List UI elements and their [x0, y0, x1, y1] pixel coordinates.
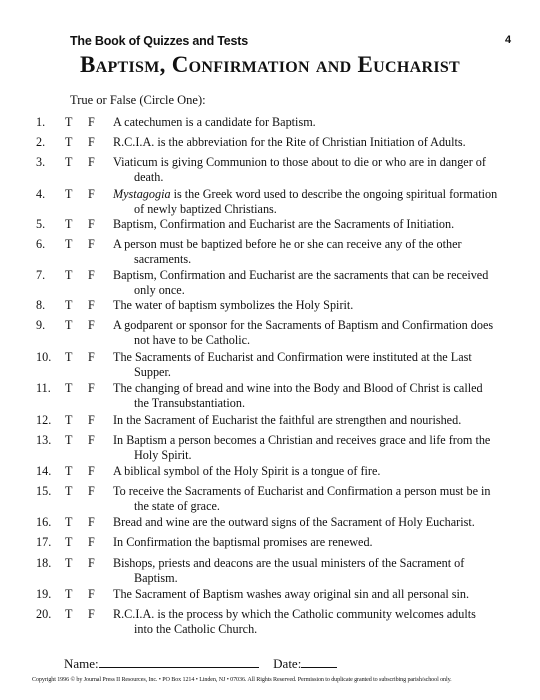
- question-number: 18.: [36, 556, 52, 570]
- question-body: A godparent or sponsor for the Sacraments of Baptism and Confirmation does: [113, 318, 494, 332]
- question-number: 14.: [36, 464, 52, 478]
- question-text-continued: into the Catholic Church.: [134, 622, 258, 636]
- true-option[interactable]: T: [65, 187, 73, 201]
- page-title: Baptism, Confirmation and Eucharist: [79, 52, 461, 77]
- question-text: [113, 607, 513, 623]
- question-number: 1.: [36, 115, 46, 129]
- question-number: 20.: [36, 607, 52, 621]
- question-number: 17.: [36, 535, 52, 549]
- true-option[interactable]: T: [65, 607, 73, 621]
- question-text: [113, 587, 513, 603]
- question-body: Bishops, priests and deacons are the usual ministers of the Sacrament of: [113, 556, 465, 570]
- question-body: Baptism, Confirmation and Eucharist are the Sacraments of Initiation.: [113, 217, 455, 231]
- true-option[interactable]: T: [65, 464, 73, 478]
- question-emphasis: Mystagogia: [113, 187, 171, 201]
- question-body: A person must be baptized before he or she can receive any of the other: [113, 237, 462, 251]
- date-line[interactable]: [301, 656, 337, 668]
- true-option[interactable]: T: [65, 556, 73, 570]
- question-text: [113, 515, 513, 531]
- question-text: [113, 484, 513, 500]
- question-body: R.C.I.A. is the process by which the Catholic community welcomes adults: [113, 607, 476, 621]
- question-number: 4.: [36, 187, 46, 201]
- false-option[interactable]: F: [88, 155, 95, 169]
- question-body: R.C.I.A. is the abbreviation for the Rite of Christian Initiation of Adults.: [113, 135, 466, 149]
- copyright-notice: Copyright 1996 © by Journal Press II Resources, Inc. • PO Box 1214 • Linden, NJ • 07036. All Rights Reserved. Permission to duplicate granted to subscribing parish/school only.: [32, 677, 452, 683]
- question-text: [113, 413, 513, 429]
- instructions: True or False (Circle One):: [70, 93, 206, 107]
- false-option[interactable]: F: [88, 298, 95, 312]
- question-text: [113, 237, 513, 253]
- true-option[interactable]: T: [65, 350, 73, 364]
- question-number: 8.: [36, 298, 46, 312]
- question-body: A catechumen is a candidate for Baptism.: [113, 115, 316, 129]
- false-option[interactable]: F: [88, 556, 95, 570]
- false-option[interactable]: F: [88, 135, 95, 149]
- question-text-continued: Supper.: [134, 365, 171, 379]
- false-option[interactable]: F: [88, 413, 95, 427]
- question-text: [113, 318, 513, 334]
- signature-area: [64, 656, 337, 672]
- question-text-continued: only once.: [134, 283, 185, 297]
- question-number: 16.: [36, 515, 52, 529]
- true-option[interactable]: T: [65, 535, 73, 549]
- question-number: 7.: [36, 268, 46, 282]
- true-option[interactable]: T: [65, 484, 73, 498]
- false-option[interactable]: F: [88, 381, 95, 395]
- true-option[interactable]: T: [65, 587, 73, 601]
- false-option[interactable]: F: [88, 484, 95, 498]
- true-option[interactable]: T: [65, 381, 73, 395]
- true-option[interactable]: T: [65, 298, 73, 312]
- name-label: Name:: [64, 656, 99, 671]
- question-text: [113, 298, 513, 314]
- question-text: [113, 135, 513, 151]
- true-option[interactable]: T: [65, 135, 73, 149]
- question-text-continued: Holy Spirit.: [134, 448, 192, 462]
- true-option[interactable]: T: [65, 433, 73, 447]
- question-text: [113, 535, 513, 551]
- question-body: The changing of bread and wine into the Body and Blood of Christ is called: [113, 381, 483, 395]
- question-body: In the Sacrament of Eucharist the faithful are strengthen and nourished.: [113, 413, 462, 427]
- question-body: Baptism, Confirmation and Eucharist are the sacraments that can be received: [113, 268, 489, 282]
- question-text: [113, 433, 513, 449]
- question-text: [113, 464, 513, 480]
- question-text: [113, 556, 513, 572]
- question-number: 5.: [36, 217, 46, 231]
- question-text: [113, 155, 513, 171]
- question-number: 3.: [36, 155, 46, 169]
- true-option[interactable]: T: [65, 115, 73, 129]
- question-text-continued: death.: [134, 170, 164, 184]
- question-text: [113, 187, 513, 203]
- question-body: The Sacraments of Eucharist and Confirmation were instituted at the Last: [113, 350, 472, 364]
- question-text: [113, 350, 513, 366]
- question-number: 11.: [36, 381, 51, 395]
- question-number: 13.: [36, 433, 52, 447]
- false-option[interactable]: F: [88, 237, 95, 251]
- true-option[interactable]: T: [65, 155, 73, 169]
- question-text-continued: of newly baptized Christians.: [134, 202, 277, 216]
- true-option[interactable]: T: [65, 515, 73, 529]
- question-text-continued: sacraments.: [134, 252, 192, 266]
- question-body: To receive the Sacraments of Eucharist and Confirmation a person must be in: [113, 484, 491, 498]
- date-label: Date:: [273, 656, 302, 671]
- question-number: 15.: [36, 484, 52, 498]
- true-option[interactable]: T: [65, 318, 73, 332]
- false-option[interactable]: F: [88, 607, 95, 621]
- question-text: [113, 268, 513, 284]
- question-body: The water of baptism symbolizes the Holy Spirit.: [113, 298, 354, 312]
- question-body: The Sacrament of Baptism washes away original sin and all personal sin.: [113, 587, 470, 601]
- question-text: [113, 217, 513, 233]
- question-number: 6.: [36, 237, 46, 251]
- question-text: [113, 381, 513, 397]
- question-text-continued: the state of grace.: [134, 499, 220, 513]
- true-option[interactable]: T: [65, 237, 73, 251]
- question-text-continued: the Transubstantiation.: [134, 396, 246, 410]
- true-option[interactable]: T: [65, 268, 73, 282]
- false-option[interactable]: F: [88, 535, 95, 549]
- question-body: is the Greek word used to describe the ongoing spiritual formation: [170, 187, 498, 201]
- question-number: 10.: [36, 350, 52, 364]
- question-text-continued: not have to be Catholic.: [134, 333, 251, 347]
- true-option[interactable]: T: [65, 217, 73, 231]
- name-line[interactable]: [99, 656, 259, 668]
- false-option[interactable]: F: [88, 350, 95, 364]
- book-title: The Book of Quizzes and Tests: [70, 34, 249, 48]
- false-option[interactable]: F: [88, 318, 95, 332]
- question-body: In Confirmation the baptismal promises are renewed.: [113, 535, 373, 549]
- false-option[interactable]: F: [88, 587, 95, 601]
- question-body: Bread and wine are the outward signs of the Sacrament of Holy Eucharist.: [113, 515, 475, 529]
- question-text-continued: Baptism.: [134, 571, 178, 585]
- question-number: 9.: [36, 318, 46, 332]
- false-option[interactable]: F: [88, 115, 95, 129]
- question-text: [113, 115, 513, 131]
- question-body: A biblical symbol of the Holy Spirit is a tongue of fire.: [113, 464, 381, 478]
- false-option[interactable]: F: [88, 187, 95, 201]
- question-body: Viaticum is giving Communion to those about to die or who are in danger of: [113, 155, 486, 169]
- false-option[interactable]: F: [88, 217, 95, 231]
- question-number: 12.: [36, 413, 52, 427]
- true-option[interactable]: T: [65, 413, 73, 427]
- false-option[interactable]: F: [88, 433, 95, 447]
- question-number: 2.: [36, 135, 46, 149]
- false-option[interactable]: F: [88, 268, 95, 282]
- question-body: In Baptism a person becomes a Christian and receives grace and life from the: [113, 433, 491, 447]
- question-number: 19.: [36, 587, 52, 601]
- false-option[interactable]: F: [88, 515, 95, 529]
- false-option[interactable]: F: [88, 464, 95, 478]
- page-number: 4: [505, 34, 512, 46]
